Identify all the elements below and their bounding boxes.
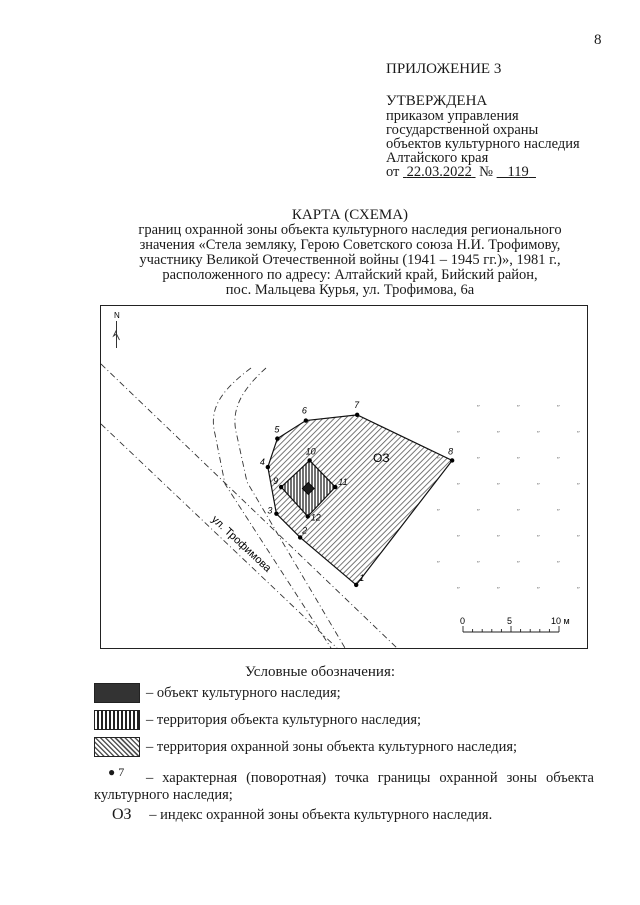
orchard-mark: ″: [577, 430, 580, 438]
legend-title: Условные обозначения:: [244, 664, 396, 680]
boundary-point-5: [275, 436, 279, 440]
orchard-mark: ″: [477, 404, 480, 412]
legend-zone-index-text: – индекс охранной зоны объекта культурного наследия.: [149, 807, 493, 823]
approved-label: УТВЕРЖДЕНА: [386, 93, 488, 109]
orchard-mark: ″: [477, 508, 480, 516]
approval-date-line: [386, 165, 580, 179]
orchard-mark: ″: [517, 508, 520, 516]
document-title: [60, 208, 640, 298]
legend-zone-text: – территория охранной зоны объекта культурного наследия;: [146, 738, 518, 755]
zone-index-symbol: ОЗ: [112, 806, 132, 823]
orchard-mark: ″: [577, 482, 580, 490]
orchard-mark: ″: [477, 456, 480, 464]
boundary-point-9: [279, 485, 283, 489]
boundary-point-10: [307, 458, 311, 462]
orchard-marks: [437, 404, 580, 594]
orchard-mark: ″: [497, 586, 500, 594]
orchard-mark: ″: [537, 430, 540, 438]
point-label-11: 11: [338, 477, 348, 488]
legend-point: [94, 765, 594, 804]
title-line: пос. Мальцева Курья, ул. Трофимова, 6а: [225, 282, 475, 298]
approval-line: Алтайского края: [386, 150, 489, 166]
orchard-mark: ″: [457, 482, 460, 490]
point-label-9: 9: [273, 476, 279, 487]
map-canvas: [101, 306, 587, 648]
approval-date: 22.03.2022: [406, 164, 472, 180]
legend-zone: [94, 737, 517, 757]
orchard-mark: ″: [557, 456, 560, 464]
legend-territory: [94, 710, 421, 730]
point-label-12: 12: [310, 512, 321, 523]
title-line: значения «Стела земляку, Герою Советского союза Н.И. Трофимову,: [139, 237, 561, 253]
scale-bar: [460, 616, 570, 632]
legend-object: [94, 683, 341, 703]
orchard-mark: ″: [557, 560, 560, 568]
point-label-6: 6: [301, 405, 307, 416]
orchard-mark: ″: [437, 508, 440, 516]
approval-block: [386, 62, 580, 179]
boundary-point-12: [306, 514, 310, 518]
orchard-mark: ″: [457, 586, 460, 594]
title-heading: КАРТА (СХЕМА): [291, 207, 409, 223]
orchard-mark: ″: [537, 482, 540, 490]
boundary-point-1: [354, 583, 358, 587]
legend-territory-text: – территория объекта культурного наследия;: [146, 711, 422, 728]
street-label: ул. Трофимова: [208, 513, 274, 575]
orchard-mark: ″: [497, 482, 500, 490]
date-prefix: от: [386, 164, 400, 180]
map-scheme: [100, 305, 588, 649]
zone-swatch: [94, 737, 140, 757]
orchard-mark: ″: [437, 560, 440, 568]
approval-line: объектов культурного наследия: [386, 136, 580, 152]
legend-point-text: – характерная (поворотная) точка границы охранной зоны объекта культурного наследия;: [94, 770, 594, 803]
scale-label-5: 5: [507, 616, 513, 626]
boundary-point-2: [298, 535, 302, 539]
boundary-point-8: [450, 458, 454, 462]
orchard-mark: ″: [457, 534, 460, 542]
page-number: 8: [594, 32, 602, 48]
approval-line: приказом управления: [386, 108, 519, 124]
scale-label-0: 0: [460, 616, 466, 626]
point-label-4: 4: [259, 457, 265, 468]
orchard-mark: ″: [577, 534, 580, 542]
point-label-8: 8: [448, 446, 454, 457]
approval-number: 119: [507, 164, 529, 180]
territory-swatch: [94, 710, 140, 730]
boundary-point-6: [304, 418, 308, 422]
number-sign: №: [479, 164, 493, 180]
orchard-mark: ″: [517, 456, 520, 464]
approval-line: государственной охраны: [386, 122, 539, 138]
orchard-mark: ″: [437, 456, 440, 464]
orchard-mark: ″: [497, 534, 500, 542]
point-label-10: 10: [305, 446, 316, 457]
orchard-mark: ″: [537, 534, 540, 542]
orchard-mark: ″: [557, 508, 560, 516]
title-line: участнику Великой Отечественной войны (1941 – 1945 гг.)», 1981 г.,: [139, 252, 561, 268]
point-label-1: 1: [359, 572, 365, 583]
orchard-mark: ″: [517, 560, 520, 568]
north-label: N: [114, 311, 120, 320]
orchard-mark: ″: [577, 586, 580, 594]
point-label-3: 3: [267, 505, 273, 516]
boundary-point-3: [274, 511, 278, 515]
point-label-7: 7: [354, 399, 360, 410]
boundary-point-4: [266, 465, 270, 469]
boundary-point-11: [333, 485, 337, 489]
legend-object-text: – объект культурного наследия;: [146, 684, 341, 701]
orchard-mark: ″: [457, 430, 460, 438]
orchard-mark: ″: [517, 404, 520, 412]
boundary-point-7: [355, 413, 359, 417]
legend-zone-index: [112, 806, 492, 824]
appendix-label: ПРИЛОЖЕНИЕ 3: [386, 61, 502, 77]
north-arrow: [114, 311, 121, 348]
orchard-mark: ″: [477, 560, 480, 568]
orchard-mark: ″: [497, 430, 500, 438]
point-symbol: ● 7: [108, 765, 125, 779]
zone-index-label: ОЗ: [373, 451, 390, 465]
scale-label-10: 10 м: [551, 616, 570, 626]
object-swatch: [94, 683, 140, 703]
title-line: границ охранной зоны объекта культурного наследия регионального: [138, 222, 562, 238]
orchard-mark: ″: [557, 404, 560, 412]
title-line: расположенного по адресу: Алтайский край, Бийский район,: [162, 267, 538, 283]
orchard-mark: ″: [537, 586, 540, 594]
point-label-2: 2: [302, 525, 308, 536]
point-label-5: 5: [274, 424, 280, 435]
